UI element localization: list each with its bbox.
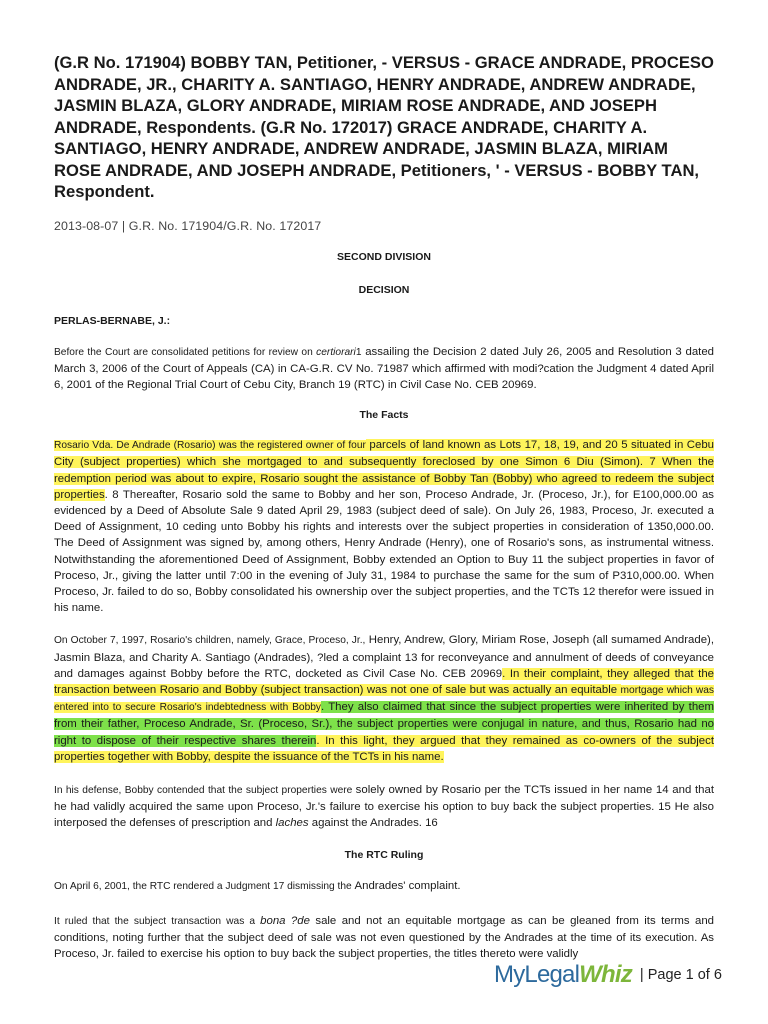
p2-highlight-b: parcels of land known as Lots 17, 18, 19, and 20 5 situated in Cebu City (subject properties) which she mortgaged to and subsequently foreclosed by one Simon 6 Diu (Simon). 7 When the redemption period was about to expire, Rosario sought the assistance of Bobby Tan (Bobby) who agreed to redeem the subject properties: [54, 439, 715, 501]
ponente: PERLAS-BERNABE, J.:: [54, 314, 171, 327]
p1-certiorari: certiorari: [316, 346, 356, 358]
page-number: | Page 1 of 6: [639, 967, 722, 983]
p5-text-a: On April 6, 2001, the RTC rendered a Judgment 17 dismissing the: [54, 880, 355, 892]
p3-text-b: Henry, Andrew, Glory, Miriam Rose, Joseph (all sumamed Andrade), Jasmin Blaza, and Charity A. Santiago (Andrades), ?led a complaint 13 for reconveyance and annulment of deeds of conveyance and damages against Bobby before the RTC, docketed as Civil Case No. CEB 20969: [54, 634, 714, 680]
p1-footnote-ref: 1: [355, 346, 362, 358]
page-footer: [494, 958, 734, 992]
decision-heading: DECISION: [358, 283, 410, 296]
p4-text-b: solely owned by Rosario per the TCTs issued in her name 14 and that he had validly acquired the same upon Proceso, Jr.'s failure to exercise his option to buy back the subject properties. 15 He also interposed the defenses of prescription and: [54, 783, 714, 830]
p2-text-c: . 8 Thereafter, Rosario sold the same to Bobby and her son, Proceso Andrade, Jr. (Proceso, Jr.), for E100,000.00 as evidenced by a Deed of Absolute Sale 9 dated April 29, 1983 (subject deed of sale). On July 26, 1983, Proceso, Jr. executed a Deed of Assignment, 10 ceding unto Bobby his rights and interests over the subject properties in consideration of 1350,000.00. The Deed of Assignment was signed by, among others, Henry Andrade (Henry), one of Rosario's sons, as instrumental witness. Notwithstanding the aforementioned Deed of Assignment, Bobby extended an Option to Buy 11 the subject properties in favor of Proceso, Jr., giving the latter until 7:00 in the evening of July 31, 1984 to purchase the same for the sum of P310,000.00. When Proceso, Jr. failed to do so, Bobby consolidated his ownership over the subject properties, and the TCTs 12 therefor were issued in his name.: [54, 488, 714, 615]
paragraph-complaint: [54, 632, 714, 765]
division-heading: SECOND DIVISION: [337, 250, 431, 263]
p6-text-a: It ruled that the subject transaction was a: [54, 915, 261, 927]
p4-text-a: In his defense, Bobby contended that the subject properties were: [54, 784, 356, 796]
p2-highlight-a: Rosario Vda. De Andrade (Rosario) was the registered owner of four: [54, 440, 366, 452]
rtc-ruling-heading: The RTC Ruling: [344, 848, 424, 861]
p6-bona-fide: bona ?de: [260, 914, 310, 927]
logo-whiz: Whiz: [579, 961, 632, 988]
paragraph-rtc-ruling: [54, 913, 714, 963]
p4-laches: laches: [275, 817, 309, 830]
paragraph-intro: [54, 344, 714, 394]
p3-highlight-d: mortgage which was entered into to secure Rosario's indebtedness with Bobby: [54, 684, 714, 714]
p3-highlight-green-e: . They also claimed that since the subject properties were inherited by them from their father, Proceso Andrade, Sr. (Proceso, Sr.), the subject properties were conjugal in nature, and thus, Rosario had no right to dispose of their respective shares therein: [54, 701, 714, 747]
p5-text-b: Andrades' complaint.: [354, 879, 461, 892]
logo-legal: Legal: [524, 961, 580, 988]
p4-text-d: against the Andrades. 16: [308, 817, 438, 830]
case-meta-line: 2013-08-07 | G.R. No. 171904/G.R. No. 172017: [54, 218, 322, 233]
p3-highlight-f: . In this light, they argued that they remained as co-owners of the subject properties together with Bobby, despite the issuance of the TCTs in his name.: [54, 734, 714, 763]
p1-text-a: Before the Court are consolidated petitions for review on: [54, 346, 317, 358]
p3-highlight-c: . In their complaint, they alleged that the transaction between Rosario and Bobby (subject transaction) was not one of sale but was actually an equitable: [54, 667, 714, 696]
paragraph-facts: [54, 437, 714, 616]
paragraph-rtc-judgment: [54, 878, 714, 895]
p3-text-a: On October 7, 1997, Rosario's children, namely, Grace, Proceso, Jr.,: [54, 635, 366, 647]
p6-text-c: sale and not an equitable mortgage as can be gleaned from its terms and conditions, noting further that the subject deed of sale was not even questioned by the Andrades at the time of its execution. As Proceso, Jr. failed to exercise his option to buy back the subject properties, the titles thereto were validly: [54, 914, 715, 961]
logo-my: My: [494, 961, 525, 988]
paragraph-defense: [54, 782, 714, 832]
case-title: (G.R No. 171904) BOBBY TAN, Petitioner, - VERSUS - GRACE ANDRADE, PROCESO ANDRADE, JR., CHARITY A. SANTIAGO, HENRY ANDRADE, ANDREW ANDRADE, JASMIN BLAZA, GLORY ANDRADE, MIRIAM ROSE ANDRADE, AND JOSEPH ANDRADE, Respondents. (G.R No. 172017) GRACE ANDRADE, CHARITY A. SANTIAGO, HENRY ANDRADE, ANDREW ANDRADE, JASMIN BLAZA, MIRIAM ROSE ANDRADE, AND JOSEPH ANDRADE, Petitioners, ' - VERSUS - BOBBY TAN, Respondent.: [54, 53, 714, 201]
p1-text-d: assailing the Decision 2 dated July 26, 2005 and Resolution 3 dated March 3, 2006 of the Court of Appeals (CA) in CA-G.R. CV No. 71987 which affirmed with modi?cation the Judgment 4 dated April 6, 2001 of the Regional Trial Court of Cebu City, Branch 19 (RTC) in Civil Case No. CEB 20969.: [54, 345, 714, 391]
mylegalwhiz-logo: [494, 958, 632, 992]
facts-heading: The Facts: [359, 409, 409, 422]
document-page: [54, 52, 714, 962]
